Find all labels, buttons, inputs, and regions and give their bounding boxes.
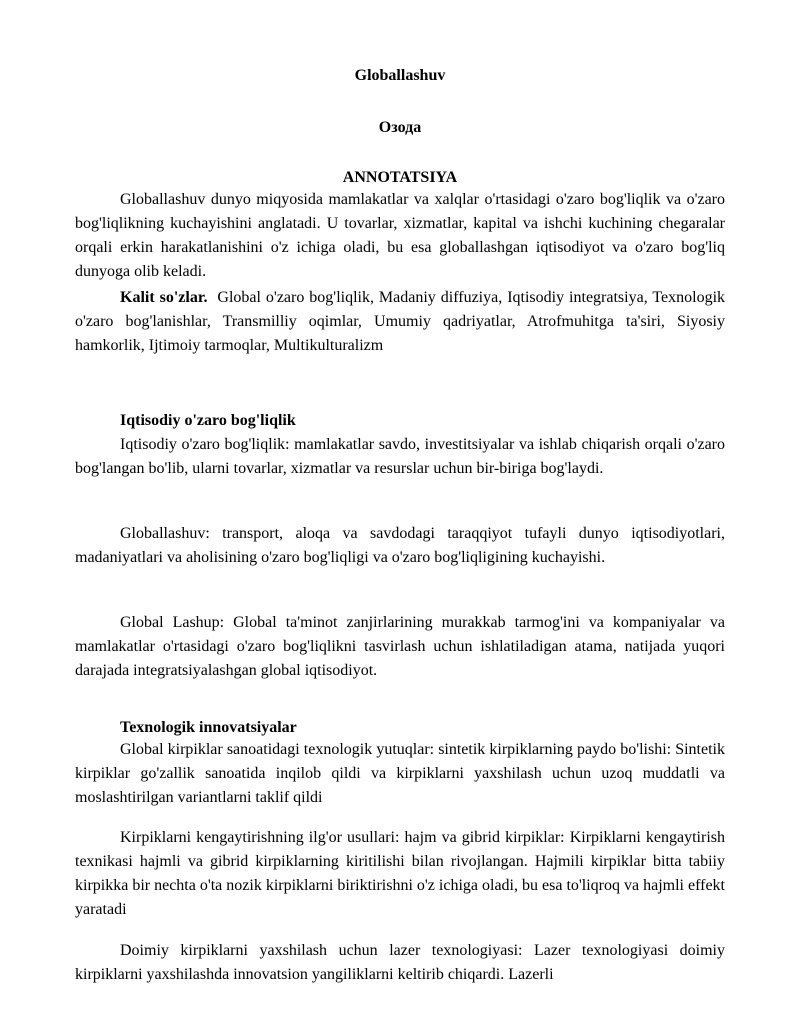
abstract-heading: ANNOTATSIYA — [342, 169, 458, 186]
document-author: Озода — [378, 119, 422, 136]
section2-paragraph-3: Doimiy kirpiklarni yaxshilash uchun lazer texnologiyasi: Lazer texnologiyasi doimiy kirpiklarni yaxshilashda innovatsion yangiliklarni keltirib chiqardi. Lazerli — [75, 942, 725, 983]
keywords-text: Global o'zaro bog'liqlik, Madaniy diffuziya, Iqtisodiy integratsiya, Texnologik o'zaro bog'lanishlar, Transmilliy oqimlar, Umumiy qadriyatlar, Atrofmuhitga ta'siri, Siyosiy hamkorlik, Ijtimoiy tarmoqlar, Multikulturalizm — [75, 289, 726, 354]
section2-paragraph-1: Global kirpiklar sanoatidagi texnologik yutuqlar: sintetik kirpiklarning paydo bo'lishi: Sintetik kirpiklar go'zallik sanoatida inqilob qildi va kirpiklarni yaxshilash uchun uzoq muddatli va moslashtirilgan variantlarni taklif qildi — [75, 741, 725, 806]
section-heading-economic: Iqtisodiy o'zaro bog'liqlik — [120, 412, 296, 429]
keywords-label: Kalit so'zlar. — [120, 289, 208, 306]
section1-paragraph-1: Iqtisodiy o'zaro bog'liqlik: mamlakatlar savdo, investitsiyalar va ishlab chiqarish orqali o'zaro bog'langan bo'lib, ularni tovarlar, xizmatlar va resurslar uchun bir-biriga bog'laydi. — [75, 436, 725, 477]
document-title: Globallashuv — [354, 67, 446, 84]
keywords-paragraph — [75, 286, 725, 358]
section1-paragraph-2: Globallashuv: transport, aloqa va savdodagi taraqqiyot tufayli dunyo iqtisodiyotlari, madaniyatlari va aholisining o'zaro bog'liqligi va o'zaro bog'liqligining kuchayishi. — [75, 525, 725, 566]
abstract-paragraph: Globallashuv dunyo miqyosida mamlakatlar va xalqlar o'rtasidagi o'zaro bog'liqlik va o'zaro bog'liqlikning kuchayishini anglatadi. U tovarlar, xizmatlar, kapital va ishchi kuchining chegaralar orqali erkin harakatlanishini o'z ichiga oladi, bu esa globallashgan iqtisodiyot va o'zaro bog'liq dunyoga olib keladi. — [75, 191, 725, 280]
section1-paragraph-3: Global Lashup: Global ta'minot zanjirlarining murakkab tarmog'ini va kompaniyalar va mamlakatlar o'rtasidagi o'zaro bog'liqlikni tasvirlash uchun ishlatiladigan atama, natijada yuqori darajada integratsiyalashgan global iqtisodiyot. — [75, 614, 725, 679]
section2-paragraph-2: Kirpiklarni kengaytirishning ilg'or usullari: hajm va gibrid kirpiklar: Kirpiklarni kengaytirish texnikasi hajmli va gibrid kirpiklarning kiritilishi bilan rivojlangan. Hajmili kirpiklar bitta tabiiy kirpikka bir nechta o'ta nozik kirpiklarni biriktirishni o'z ichiga oladi, bu esa to'liqroq va hajmli effekt yaratadi — [75, 829, 725, 918]
section-heading-technology: Texnologik innovatsiyalar — [120, 719, 297, 736]
